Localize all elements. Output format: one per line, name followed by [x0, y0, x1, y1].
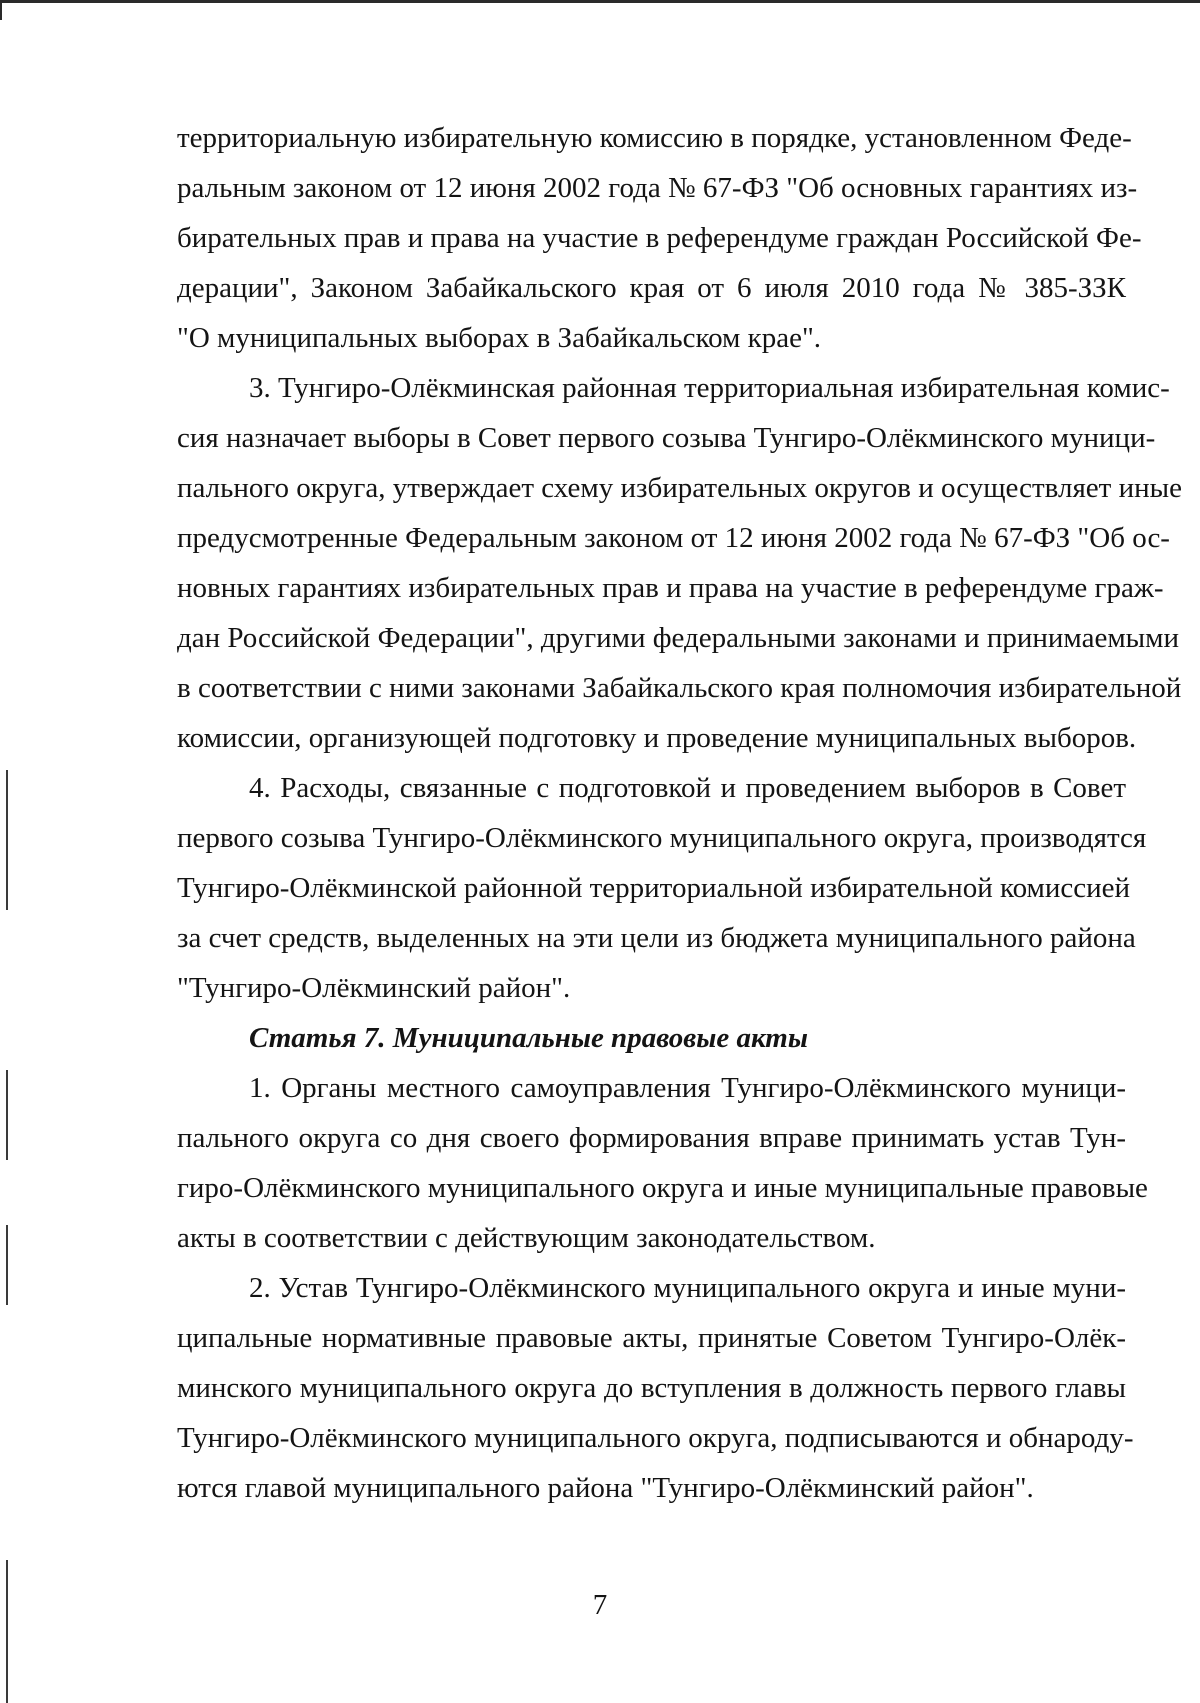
- paragraph-line: предусмотренные Федеральным законом от 12 июня 2002 года № 67-ФЗ "Об ос-: [177, 522, 1170, 554]
- scan-edge-top: [0, 0, 1200, 3]
- paragraph-line: Тунгиро-Олёкминского муниципального округа, подписываются и обнароду-: [177, 1422, 1134, 1454]
- scan-edge-left: [0, 0, 2, 20]
- paragraph-line: за счет средств, выделенных на эти цели из бюджета муниципального района: [177, 922, 1136, 954]
- scan-artifact-mark: [6, 1070, 8, 1160]
- paragraph-line: минского муниципального округа до вступления в должность первого главы: [177, 1372, 1126, 1404]
- paragraph-line: новных гарантиях избирательных прав и права на участие в референдуме граж-: [177, 572, 1164, 604]
- paragraph-line: 2. Устав Тунгиро-Олёкминского муниципального округа и иные муни-: [249, 1272, 1126, 1304]
- paragraph-line: "Тунгиро-Олёкминский район".: [177, 972, 571, 1004]
- article-heading: Статья 7. Муниципальные правовые акты: [249, 1022, 808, 1054]
- paragraph-line: Тунгиро-Олёкминской районной территориальной избирательной комиссией: [177, 872, 1131, 904]
- paragraph: [177, 1263, 1134, 1513]
- paragraph-line: 3. Тунгиро-Олёкминская районная территориальная избирательная комис-: [249, 372, 1170, 404]
- document-body: [177, 113, 1182, 1513]
- paragraph-line: в соответствии с ними законами Забайкальского края полномочия избирательной: [177, 672, 1182, 704]
- paragraph-line: акты в соответствии с действующим законодательством.: [177, 1222, 876, 1254]
- paragraph-line: 1. Органы местного самоуправления Тунгиро-Олёкминского муници-: [249, 1072, 1126, 1104]
- paragraph-line: дерации", Законом Забайкальского края от 6 июля 2010 года № 385-ЗЗК: [177, 272, 1126, 304]
- paragraph-line: пального округа, утверждает схему избирательных округов и осуществляет иные: [177, 472, 1182, 504]
- scan-artifact-mark: [6, 1225, 8, 1305]
- scan-artifact-mark: [6, 1560, 8, 1703]
- paragraph-line: ются главой муниципального района "Тунгиро-Олёкминский район".: [177, 1472, 1034, 1504]
- paragraph-line: ральным законом от 12 июня 2002 года № 67-ФЗ "Об основных гарантиях из-: [177, 172, 1138, 204]
- paragraph-line: первого созыва Тунгиро-Олёкминского муниципального округа, производятся: [177, 822, 1147, 854]
- paragraph-line: бирательных прав и права на участие в референдуме граждан Российской Фе-: [177, 222, 1142, 254]
- paragraph: [177, 1063, 1148, 1263]
- paragraph: [177, 363, 1182, 763]
- scan-artifact-mark: [6, 770, 8, 910]
- paragraph-line: 4. Расходы, связанные с подготовкой и проведением выборов в Совет: [249, 772, 1126, 804]
- paragraph-line: гиро-Олёкминского муниципального округа и иные муниципальные правовые: [177, 1172, 1148, 1204]
- paragraph-line: "О муниципальных выборах в Забайкальском крае".: [177, 322, 822, 354]
- paragraph-line: ципальные нормативные правовые акты, принятые Советом Тунгиро-Олёк-: [177, 1322, 1126, 1354]
- paragraph-line: дан Российской Федерации", другими федеральными законами и принимаемыми: [177, 622, 1180, 654]
- paragraph-line: комиссии, организующей подготовку и проведение муниципальных выборов.: [177, 722, 1137, 754]
- paragraph-line: пального округа со дня своего формирования вправе принимать устав Тун-: [177, 1122, 1126, 1154]
- paragraph-line: территориальную избирательную комиссию в порядке, установленном Феде-: [177, 122, 1132, 154]
- paragraph-line: сия назначает выборы в Совет первого созыва Тунгиро-Олёкминского муници-: [177, 422, 1156, 454]
- paragraph: [177, 113, 1142, 363]
- paragraph: [177, 763, 1147, 1013]
- page-number: 7: [592, 1589, 608, 1621]
